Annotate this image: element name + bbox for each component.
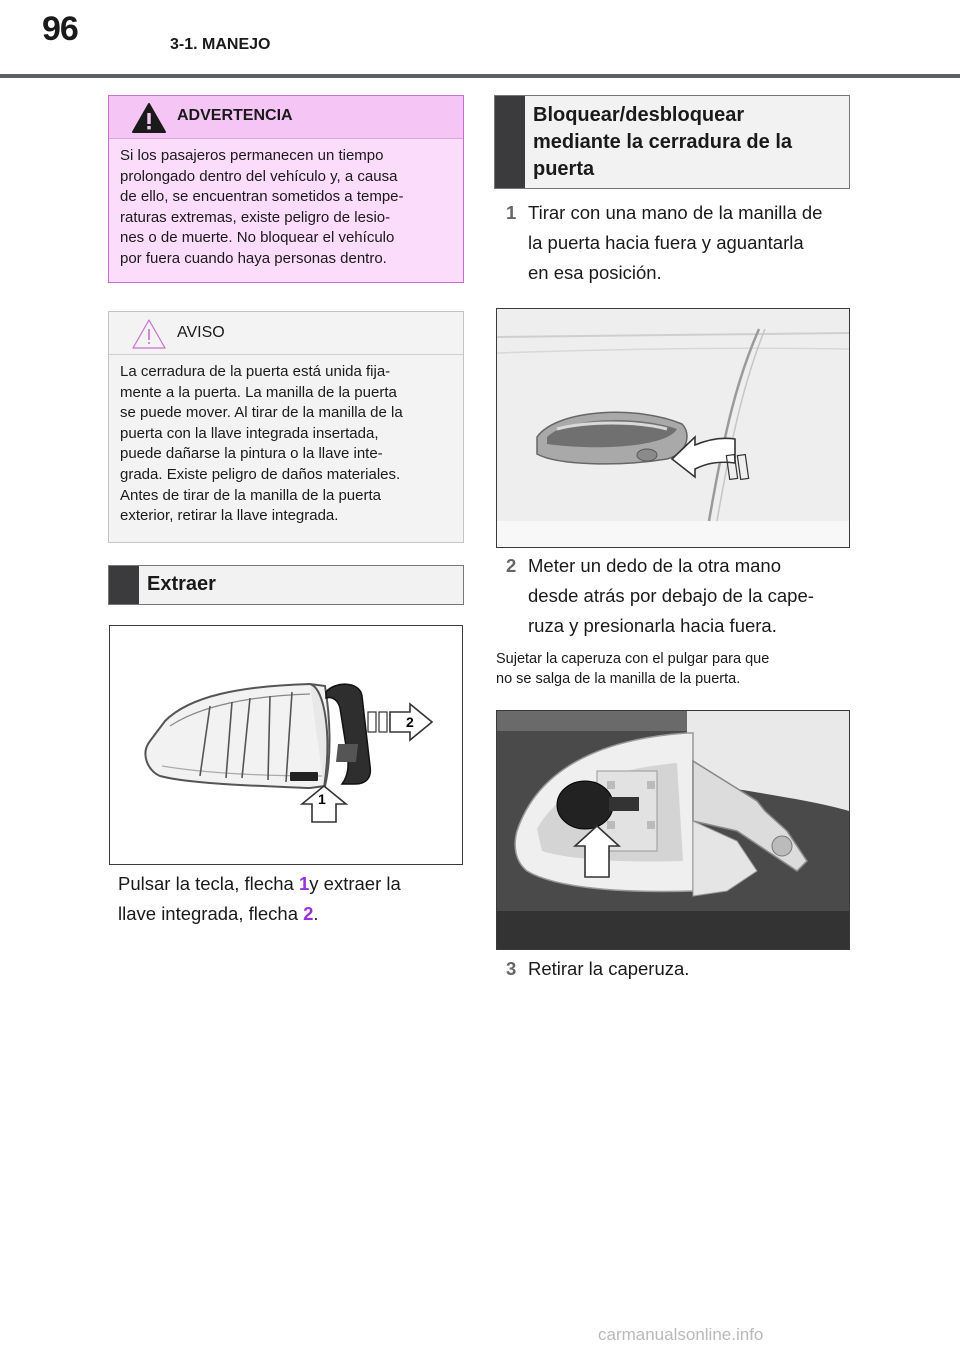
caution-triangle-icon <box>131 318 167 350</box>
step-line: desde atrás por debajo de la cape- <box>528 585 814 606</box>
page-number: 96 <box>42 10 78 48</box>
note-line: no se salga de la manilla de la puerta. <box>496 670 741 687</box>
heading-line: mediante la cerradura de la <box>533 131 793 153</box>
notice-header <box>109 312 463 355</box>
text-line: puerta con la llave integrada insertada, <box>120 424 379 442</box>
extraer-caption <box>118 869 468 929</box>
warning-header <box>109 96 463 139</box>
text-line: de ello, se encuentran sometidos a tempe- <box>120 188 404 206</box>
step-number: 3 <box>506 958 517 979</box>
caption-part: llave integrada, flecha <box>118 903 304 924</box>
step-line: Tirar con una mano de la manilla de <box>528 202 823 223</box>
step-line: ruza y presionarla hacia fuera. <box>528 615 777 636</box>
text-line: raturas extremas, existe peligro de lesio- <box>120 208 391 226</box>
notice-text <box>120 362 460 527</box>
arrow-2-icon <box>368 704 432 740</box>
caption-part: . <box>313 903 319 924</box>
text-line: exterior, retirar la llave integrada. <box>120 507 339 525</box>
text-line: mente a la puerta. La manilla de la puerta <box>120 383 397 401</box>
step-line: Meter un dedo de la otra mano <box>528 555 781 576</box>
figure-key-extraction <box>109 625 463 865</box>
section-bar <box>109 566 139 604</box>
warning-box <box>108 95 464 283</box>
figure-door-handle <box>496 308 850 548</box>
text-line: se puede mover. Al tirar de la manilla de la <box>120 404 403 422</box>
text-line: Antes de tirar de la manilla de la puerta <box>120 486 381 504</box>
text-line: prolongado dentro del vehículo y, a causa <box>120 167 398 185</box>
section-heading-bloquear <box>494 95 850 189</box>
heading-line: puerta <box>533 158 595 180</box>
step-3 <box>494 954 854 984</box>
lock-cap-illustration <box>497 711 849 949</box>
text-line: nes o de muerte. No bloquear el vehículo <box>120 229 395 247</box>
key-illustration <box>110 626 462 864</box>
section-heading-text: Extraer <box>147 573 216 595</box>
caption-line <box>118 899 468 929</box>
section-heading-extraer <box>108 565 464 605</box>
caption-part: y extraer la <box>309 873 401 894</box>
note-line: Sujetar la caperuza con el pulgar para que <box>496 651 770 667</box>
arrow-label-2: 2 <box>406 714 414 730</box>
step-number: 2 <box>506 555 517 576</box>
step-2 <box>494 551 854 641</box>
figure-lock-cap <box>496 710 850 950</box>
section-heading-text <box>533 102 792 183</box>
heading-line: Bloquear/desbloquear <box>533 104 745 126</box>
watermark: carmanualsonline.info <box>598 1325 764 1344</box>
text-line: puede dañarse la pintura o la llave inte- <box>120 445 383 463</box>
notice-box <box>108 311 464 543</box>
step-line: Retirar la caperuza. <box>528 958 690 979</box>
step-1 <box>494 198 854 288</box>
text-line: Si los pasajeros permanecen un tiempo <box>120 147 384 164</box>
caption-part: Pulsar la tecla, flecha <box>118 873 299 894</box>
text-line: por fuera cuando haya personas dentro. <box>120 249 387 267</box>
step-line: la puerta hacia fuera y aguantarla <box>528 232 804 253</box>
arrow-ref-2: 2 <box>303 903 314 924</box>
chapter-title: 3-1. MANEJO <box>170 36 271 53</box>
text-line: La cerradura de la puerta está unida fija- <box>120 363 391 380</box>
caption-line <box>118 869 468 899</box>
text-line: grada. Existe peligro de daños materiales. <box>120 465 401 483</box>
step-number: 1 <box>506 202 517 223</box>
section-bar <box>495 96 525 188</box>
arrow-label-1: 1 <box>318 791 326 807</box>
warning-triangle-icon <box>131 102 167 134</box>
step-line: en esa posición. <box>528 262 662 283</box>
door-handle-illustration <box>497 309 849 547</box>
step-2-note <box>496 650 856 689</box>
warning-text <box>120 146 460 270</box>
header-rule <box>0 74 960 78</box>
arrow-ref-1: 1 <box>298 873 310 894</box>
notice-title: AVISO <box>177 324 225 341</box>
warning-title: ADVERTENCIA <box>177 107 293 124</box>
